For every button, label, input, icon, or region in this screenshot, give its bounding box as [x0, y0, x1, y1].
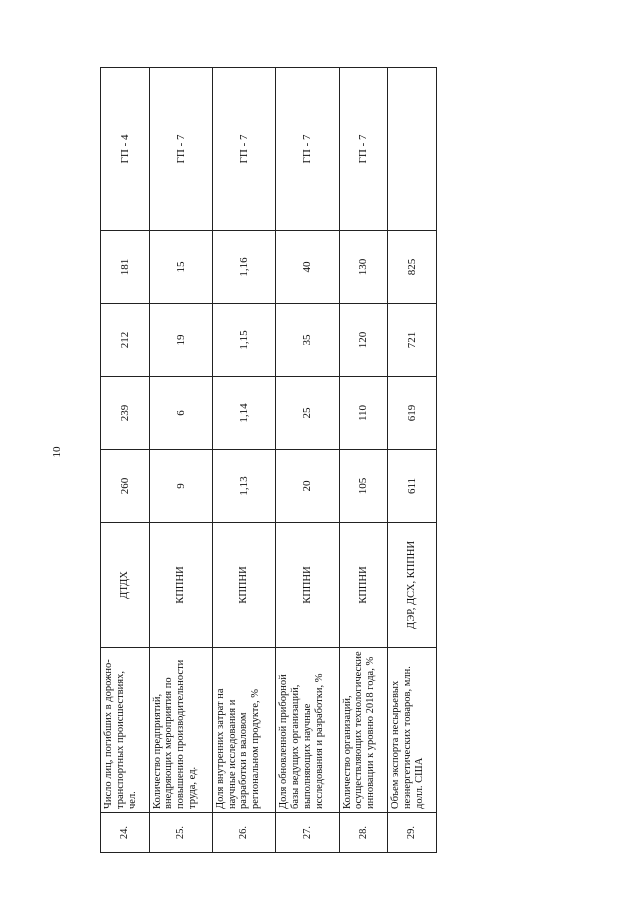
- indicator-name: Доля обновленной приборной базы ведущих организаций, выполняющих научные исследования и разработки, %: [276, 648, 339, 813]
- row-number: 27.: [276, 813, 339, 853]
- value-year-3: 35: [276, 304, 339, 377]
- indicator-name: Число лиц, погибших в дорожно-транспортных происшествиях, чел.: [101, 648, 150, 813]
- value-year-4: 40: [276, 231, 339, 304]
- state-program: ГП - 7: [149, 68, 212, 231]
- value-year-4: 1,16: [212, 231, 275, 304]
- row-number: 28.: [339, 813, 388, 853]
- row-number: 24.: [101, 813, 150, 853]
- responsible-executor: ДТДХ: [101, 523, 150, 648]
- table-row: [149, 68, 212, 853]
- value-year-2: 619: [388, 377, 437, 450]
- value-year-3: 1,15: [212, 304, 275, 377]
- value-year-3: 19: [149, 304, 212, 377]
- indicators-table: [100, 67, 437, 853]
- page-number: 10: [51, 446, 63, 458]
- value-year-1: 1,13: [212, 450, 275, 523]
- value-year-2: 1,14: [212, 377, 275, 450]
- value-year-1: 611: [388, 450, 437, 523]
- value-year-1: 260: [101, 450, 150, 523]
- value-year-1: 20: [276, 450, 339, 523]
- value-year-2: 6: [149, 377, 212, 450]
- value-year-4: 15: [149, 231, 212, 304]
- value-year-4: 130: [339, 231, 388, 304]
- table-row: [276, 68, 339, 853]
- responsible-executor: КППНИ: [212, 523, 275, 648]
- state-program: ГП - 7: [276, 68, 339, 231]
- row-number: 26.: [212, 813, 275, 853]
- state-program: ГП - 7: [212, 68, 275, 231]
- state-program: [388, 68, 437, 231]
- value-year-3: 120: [339, 304, 388, 377]
- indicator-name: Объем экспорта несырьевых неэнергетических товаров, млн. долл. США: [388, 648, 437, 813]
- value-year-2: 25: [276, 377, 339, 450]
- value-year-1: 105: [339, 450, 388, 523]
- state-program: ГП - 7: [339, 68, 388, 231]
- indicator-name: Количество предприятий, внедряющих мероприятия по повышению производительности труда, ед.: [149, 648, 212, 813]
- responsible-executor: КППНИ: [339, 523, 388, 648]
- row-number: 29.: [388, 813, 437, 853]
- indicators-table-wrapper: [100, 68, 437, 853]
- indicator-name: Количество организаций, осуществляющих технологические инновации к уровню 2018 года, %: [339, 648, 388, 813]
- value-year-4: 825: [388, 231, 437, 304]
- value-year-2: 239: [101, 377, 150, 450]
- value-year-2: 110: [339, 377, 388, 450]
- responsible-executor: КППНИ: [149, 523, 212, 648]
- table-row: [339, 68, 388, 853]
- state-program: ГП - 4: [101, 68, 150, 231]
- table-row: [388, 68, 437, 853]
- value-year-3: 721: [388, 304, 437, 377]
- indicators-table-rotated: [100, 68, 437, 853]
- table-row: [101, 68, 150, 853]
- table-row: [212, 68, 275, 853]
- value-year-4: 181: [101, 231, 150, 304]
- indicator-name: Доля внутренних затрат на научные исследования и разработки в валовом региональном продукте, %: [212, 648, 275, 813]
- value-year-3: 212: [101, 304, 150, 377]
- responsible-executor: КППНИ: [276, 523, 339, 648]
- value-year-1: 9: [149, 450, 212, 523]
- responsible-executor: ДЭР, ДСХ, КППНИ: [388, 523, 437, 648]
- row-number: 25.: [149, 813, 212, 853]
